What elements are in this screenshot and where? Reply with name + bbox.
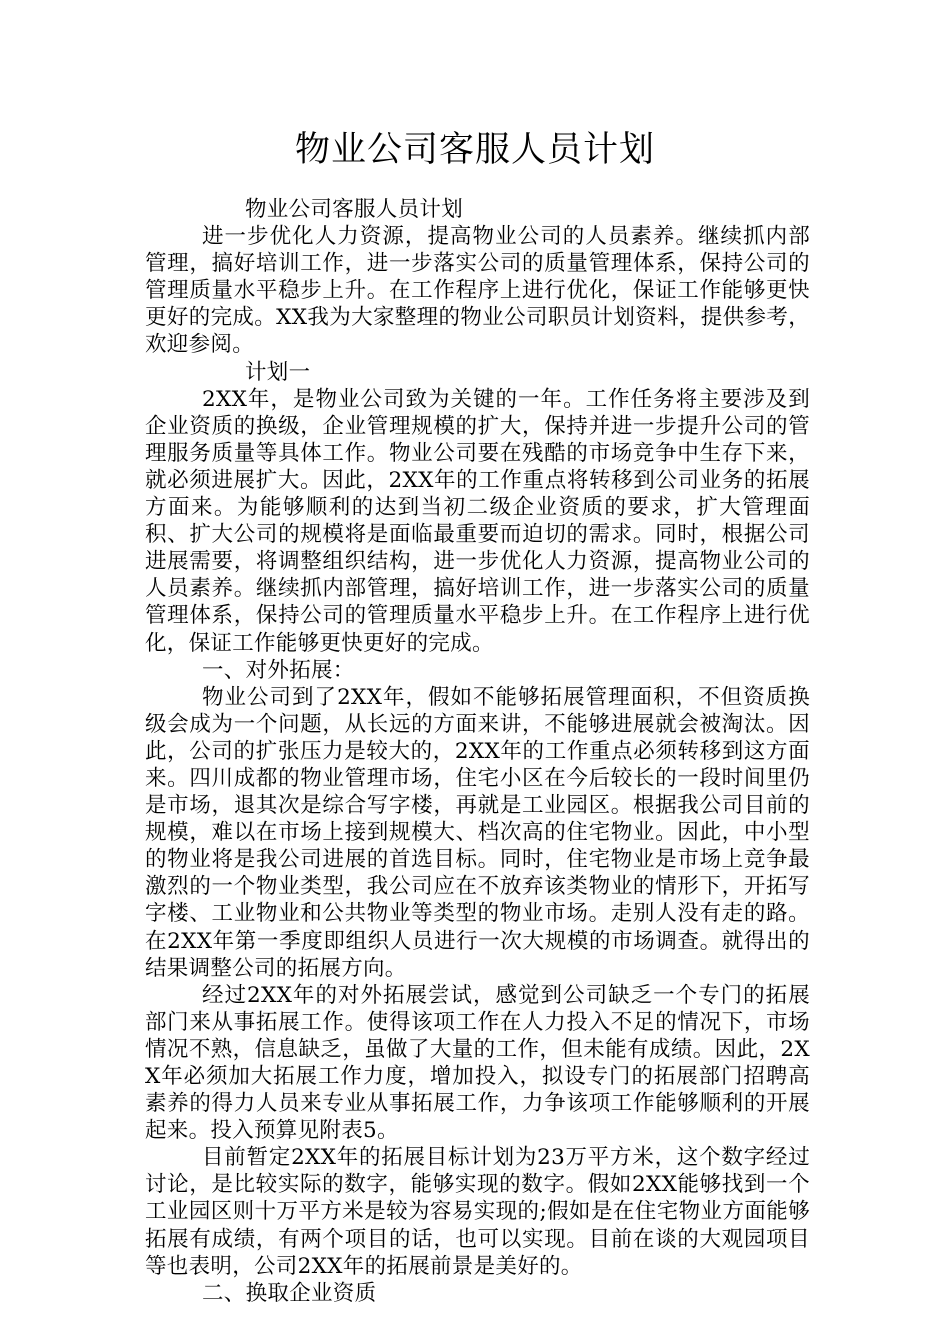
section-heading-external-expansion: 一、对外拓展： (202, 657, 355, 683)
subtitle-paragraph: 物业公司客服人员计划 (245, 197, 464, 222)
expansion-paragraph-3: 目前暂定2XX年的拓展目标计划为23万平方米，这个数字经过讨论，是比较实际的数字，能够实现的数字。假如2XX能够找到一个工业园区则十万平方米是较为容易实现的;假如是在住宅物业方面能够拓展有成绩，有两个项目的话，也可以实现。目前在谈的大观园项目等也表明，公司2XX年的拓展前景是美好的。 (145, 1145, 810, 1279)
document-title: 物业公司客服人员计划 (294, 130, 655, 170)
plan-one-heading: 计划一 (245, 359, 311, 385)
expansion-paragraph-1: 物业公司到了2XX年，假如不能够拓展管理面积，不但资质换级会成为一个问题，从长远的方面来讲，不能够进展就会被淘汰。因此，公司的扩张压力是较大的，2XX年的工作重点必须转移到这方面来。四川成都的物业管理市场，住宅小区在今后较长的一段时间里仍是市场，退其次是综合写字楼，再就是工业园区。根据我公司目前的规模，难以在市场上接到规模大、档次高的住宅物业。因此，中小型的物业将是我公司进展的首选目标。同时，住宅物业是市场上竞争最激烈的一个物业类型，我公司应在不放弃该类物业的情形下，开拓写字楼、工业物业和公共物业等类型的物业市场。走别人没有走的路。在2XX年第一季度即组织人员进行一次大规模的市场调查。就得出的结果调整公司的拓展方向。 (145, 684, 810, 981)
document-body (145, 196, 810, 1307)
expansion-paragraph-2: 经过2XX年的对外拓展尝试，感觉到公司缺乏一个专门的拓展部门来从事拓展工作。使得该项工作在人力投入不足的情况下，市场情况不熟，信息缺乏，虽做了大量的工作，但未能有成绩。因此，2XX年必须加大拓展工作力度，增加投入，拟设专门的拓展部门招聘高素养的得力人员来专业从事拓展工作，力争该项工作能够顺利的开展起来。投入预算见附表5。 (145, 982, 810, 1144)
plan-one-paragraph: 2XX年，是物业公司致为关键的一年。工作任务将主要涉及到企业资质的换级，企业管理规模的扩大，保持并进一步提升公司的管理服务质量等具体工作。物业公司要在残酷的市场竞争中生存下来，就必须进展扩大。因此，2XX年的工作重点将转移到公司业务的拓展方面来。为能够顺利的达到当初二级企业资质的要求，扩大管理面积、扩大公司的规模将是面临最重要而迫切的需求。同时，根据公司进展需要，将调整组织结构，进一步优化人力资源，提高物业公司的人员素养。继续抓内部管理，搞好培训工作，进一步落实公司的质量管理体系，保持公司的管理质量水平稳步上升。在工作程序上进行优化，保证工作能够更快更好的完成。 (145, 386, 810, 656)
intro-paragraph: 进一步优化人力资源，提高物业公司的人员素养。继续抓内部管理，搞好培训工作，进一步落实公司的质量管理体系，保持公司的管理质量水平稳步上升。在工作程序上进行优化，保证工作能够更快更好的完成。XX我为大家整理的物业公司职员计划资料，提供参考，欢迎参阅。 (145, 224, 810, 358)
section-heading-qualification: 二、换取企业资质 (202, 1280, 377, 1306)
